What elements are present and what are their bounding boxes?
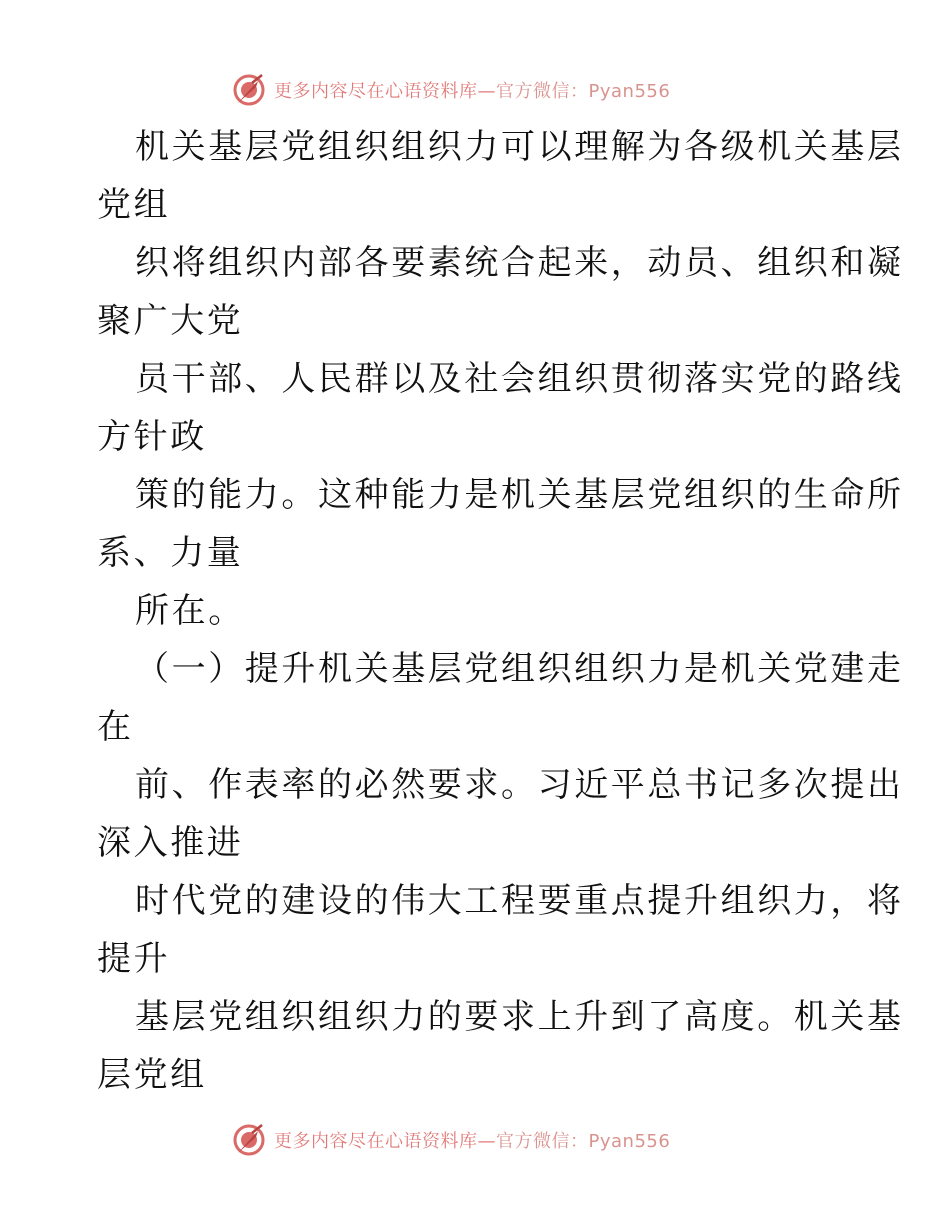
banner-wechat: 官方微信：Pyan556 <box>496 81 671 102</box>
banner-site-name: 更多内容尽在心语资料库 <box>274 1131 478 1152</box>
pen-logo-icon <box>232 73 266 107</box>
footer-banner <box>232 1122 670 1158</box>
text-line: 提升 <box>97 939 171 979</box>
text-line: 所在。 <box>135 591 245 631</box>
section-heading-line: （一）提升机关基层党组织组织力是机关党建走 <box>135 649 904 689</box>
text-line: 党组 <box>97 185 171 225</box>
text-line: 系、力量 <box>97 533 244 573</box>
document-body <box>97 118 904 1104</box>
text-line: 织将组织内部各要素统合起来，动员、组织和凝 <box>135 243 904 283</box>
banner-site-name: 更多内容尽在心语资料库 <box>274 81 478 102</box>
text-line: 方针政 <box>97 417 207 457</box>
banner-dash: — <box>477 81 496 102</box>
text-line: 策的能力。这种能力是机关基层党组织的生命所 <box>135 475 904 515</box>
text-line: 员干部、人民群以及社会组织贯彻落实党的路线 <box>135 359 904 399</box>
text-line: 时代党的建设的伟大工程要重点提升组织力，将 <box>135 881 904 921</box>
text-line: 层党组 <box>97 1055 207 1095</box>
pen-logo-icon <box>232 1123 266 1157</box>
banner-wechat: 官方微信：Pyan556 <box>496 1131 671 1152</box>
banner-text <box>274 1127 670 1153</box>
banner-dash: — <box>477 1131 496 1152</box>
banner-text <box>274 77 670 103</box>
text-line: 前、作表率的必然要求。习近平总书记多次提出 <box>135 765 904 805</box>
text-line: 深入推进 <box>97 823 244 863</box>
text-line: 机关基层党组织组织力可以理解为各级机关基层 <box>135 127 904 167</box>
text-line: 基层党组织组织力的要求上升到了高度。机关基 <box>135 997 904 1037</box>
header-banner <box>232 72 670 108</box>
text-line: 聚广大党 <box>97 301 244 341</box>
text-line: 在 <box>97 707 134 747</box>
